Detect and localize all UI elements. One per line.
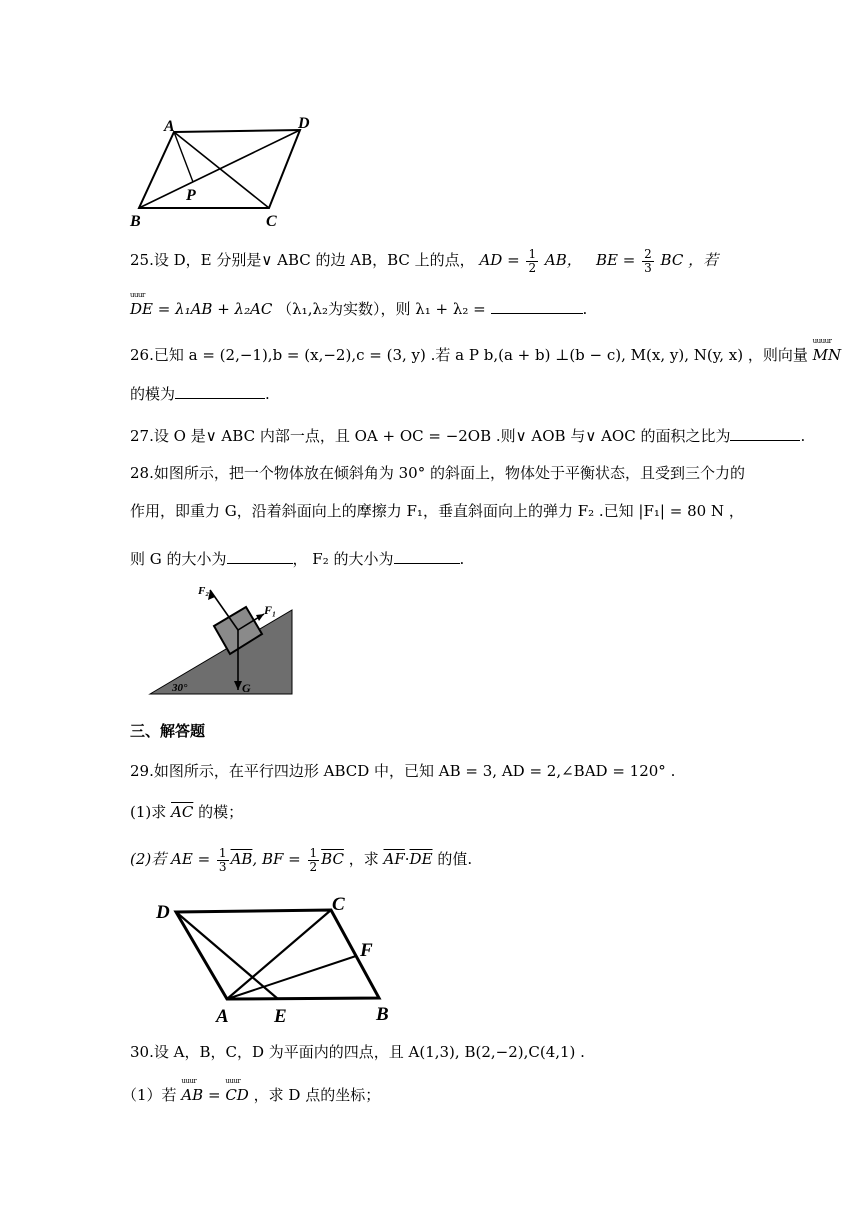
q25-line1: 25.设 D，E 分别是∨ ABC 的边 AB，BC 上的点， AD = $\frac{1}{2}$ AB， BE = $\frac{2}{3}$ BC ，若 [130, 247, 719, 275]
answer-blank-28a[interactable] [227, 562, 293, 564]
q28-line1: 28.如图所示，把一个物体放在倾斜角为 30° 的斜面上，物体处于平衡状态，且受到三个力的 [130, 464, 745, 482]
answer-blank-25[interactable] [491, 312, 583, 314]
q29-part1: (1)求 $\overline{AC}$ 的模； [130, 803, 244, 821]
q25-line2: uuur DE = λ₁AB + λ₂AC （λ₁,λ₂为实数），则 λ₁ + λ₂ = . [130, 291, 588, 318]
incline-figure [146, 580, 298, 698]
q30-line1: 30.设 A，B，C，D 为平面内的四点，且 A(1,3), B(2,−2),C(4,1) . [130, 1043, 585, 1061]
parallelogram-figure-top [126, 112, 326, 230]
answer-blank-26[interactable] [175, 397, 265, 399]
q29-part2: (2)若 AE = $\frac{1}{3}$ $\overline{AB}$, BF = $\frac{1}{2}$ $\overline{BC}$ ，求 $\overline{AF}\cdot\overline{DE}$ 的值. [130, 846, 473, 874]
label-C: C [266, 213, 277, 230]
label-A: A [164, 118, 175, 135]
label-D-bottom: D [156, 902, 170, 923]
q28-line2: 作用，即重力 G，沿着斜面向上的摩擦力 F₁，垂直斜面向上的弹力 F₂ .已知 |F₁| = 80 N ， [130, 502, 744, 520]
q26-line1: 26.已知 a = (2,−1),b = (x,−2),c = (3, y) .若 a P b,(a + b) ⊥(b − c), M(x, y), N(y, x) ，则向量 uuuur MN [130, 337, 842, 364]
label-F2: F₂ [198, 585, 210, 597]
q29-line1: 29.如图所示，在平行四边形 ABCD 中，已知 AB = 3, AD = 2,∠BAD = 120° . [130, 762, 676, 780]
answer-blank-27[interactable] [730, 439, 800, 441]
parallelogram-figure-bottom [150, 890, 400, 1026]
label-A-bottom: A [216, 1006, 229, 1026]
label-G: G [242, 681, 251, 695]
label-F1: F₁ [264, 603, 277, 617]
label-E-bottom: E [274, 1006, 287, 1026]
answer-blank-28b[interactable] [394, 562, 460, 564]
label-B: B [130, 213, 141, 230]
q30-line2: （1）若 uuur AB = uuur CD ，求 D 点的坐标； [122, 1077, 381, 1104]
label-B-bottom: B [376, 1004, 389, 1025]
label-P: P [186, 187, 196, 204]
label-angle: 30° [172, 682, 188, 694]
label-D: D [298, 115, 310, 132]
q26-line2: 的模为 . [130, 385, 270, 403]
label-F-bottom: F [360, 940, 373, 961]
label-C-bottom: C [332, 894, 345, 915]
q27-line: 27.设 O 是∨ ABC 内部一点，且 OA + OC = −2OB .则∨ AOB 与∨ AOC 的面积之比为 . [130, 427, 806, 445]
q28-line3: 则 G 的大小为 ， F₂ 的大小为 . [130, 550, 465, 568]
section-heading: 三、解答题 [130, 722, 206, 740]
